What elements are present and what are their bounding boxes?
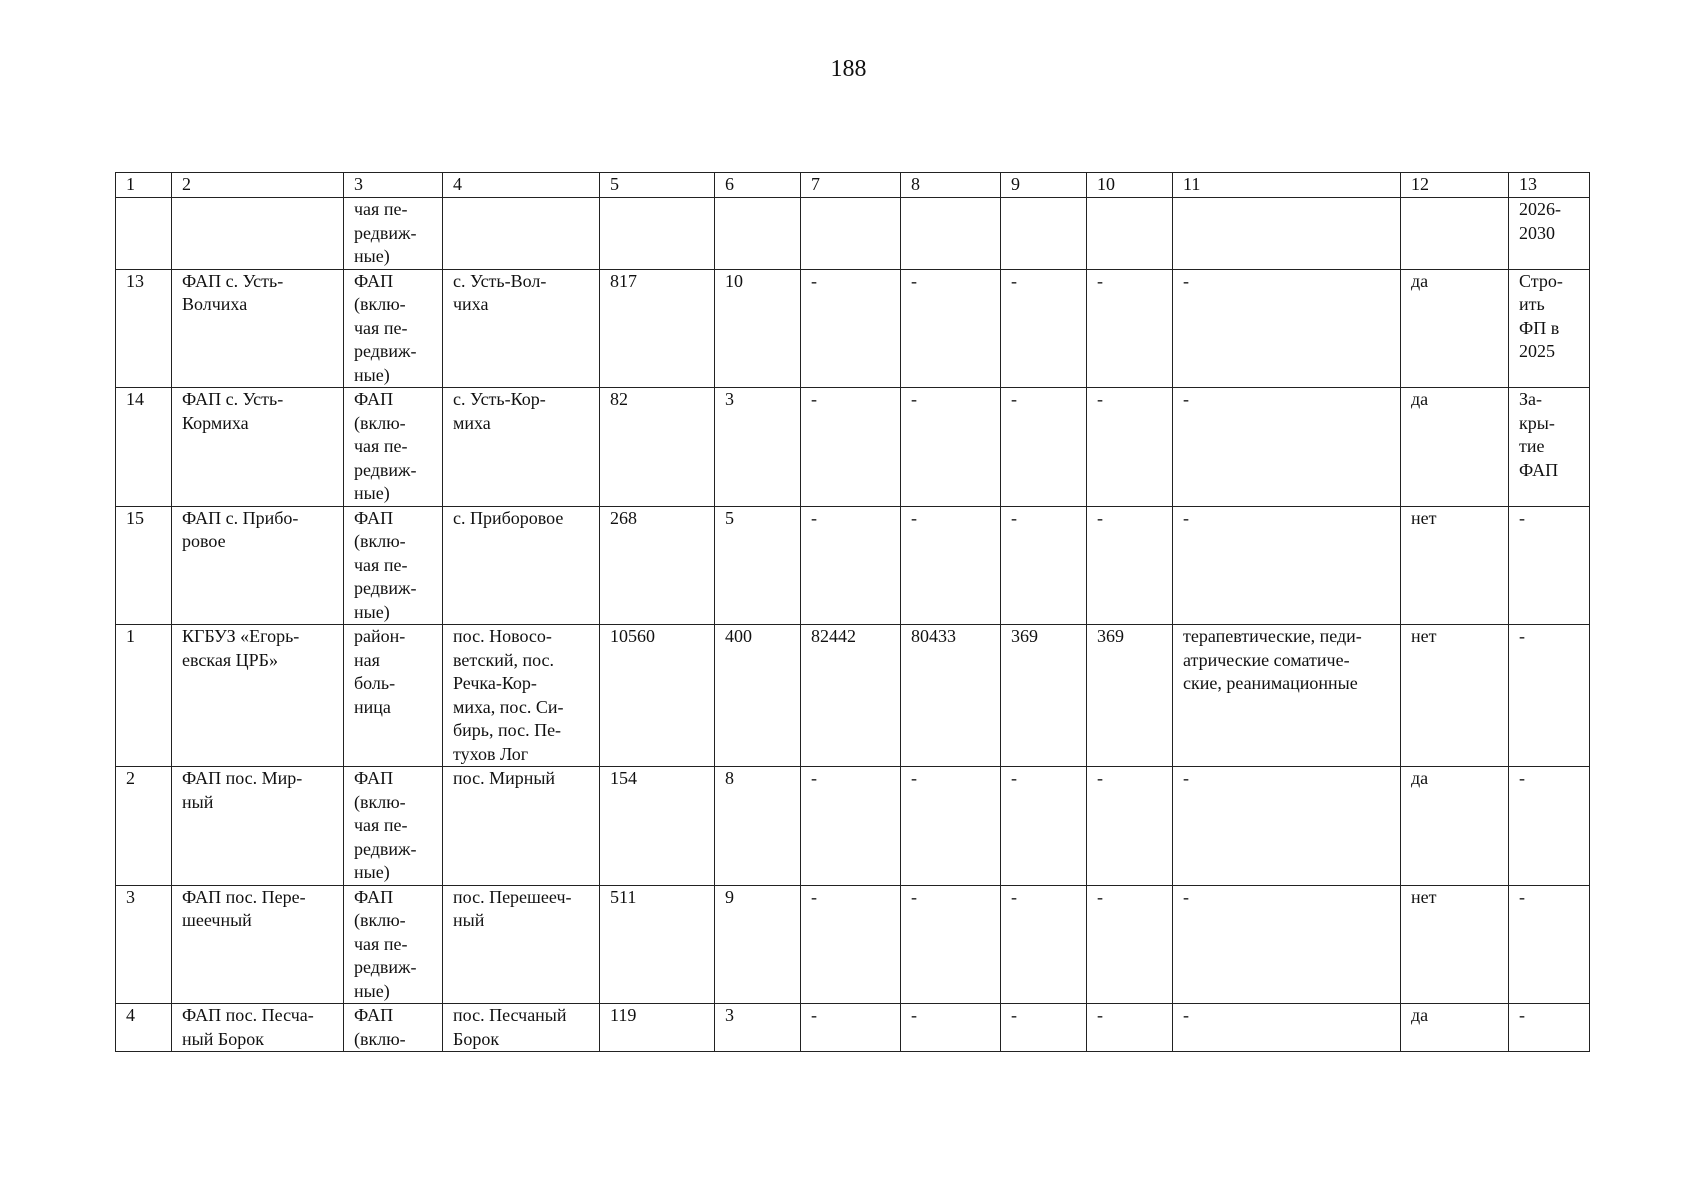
table-row [116, 625, 1590, 767]
table-cell: 80433 [901, 625, 1001, 767]
table-cell: 268 [600, 506, 715, 625]
table-cell: 2 [116, 767, 172, 886]
table-cell: чая пе- редвиж- ные) [344, 198, 443, 270]
table-cell [1087, 198, 1173, 270]
table-row [116, 198, 1590, 270]
page-number: 188 [830, 56, 867, 82]
table-cell: ФАП (вклю- [344, 1004, 443, 1052]
header-cell: 13 [1509, 173, 1590, 198]
table-cell: 14 [116, 388, 172, 507]
table-cell: 369 [1001, 625, 1087, 767]
table-cell: - [801, 269, 901, 388]
header-cell: 6 [715, 173, 801, 198]
table-cell: 9 [715, 885, 801, 1004]
header-cell: 4 [443, 173, 600, 198]
table-cell [715, 198, 801, 270]
table-header-row [116, 173, 1590, 198]
table-cell: с. Приборовое [443, 506, 600, 625]
table-cell: - [801, 388, 901, 507]
table-cell: - [1001, 767, 1087, 886]
table-row [116, 506, 1590, 625]
table-cell: - [1087, 767, 1173, 886]
header-cell: 1 [116, 173, 172, 198]
table-cell: 10560 [600, 625, 715, 767]
table-cell: да [1401, 388, 1509, 507]
data-table [115, 172, 1590, 1052]
table-row [116, 885, 1590, 1004]
header-cell: 3 [344, 173, 443, 198]
table-row [116, 269, 1590, 388]
table-cell: 1 [116, 625, 172, 767]
table-cell: - [1087, 1004, 1173, 1052]
table-cell: - [1087, 885, 1173, 1004]
table-cell: ФАП (вклю- чая пе- редвиж- ные) [344, 269, 443, 388]
table-cell: пос. Песчаный Борок [443, 1004, 600, 1052]
table-cell: - [1001, 269, 1087, 388]
table-cell: да [1401, 1004, 1509, 1052]
table-cell: нет [1401, 506, 1509, 625]
table-cell: ФАП (вклю- чая пе- редвиж- ные) [344, 767, 443, 886]
table-cell [801, 198, 901, 270]
table-cell: - [1087, 388, 1173, 507]
table-cell: - [1001, 1004, 1087, 1052]
table-cell: ФАП пос. Мир- ный [172, 767, 344, 886]
table-cell: - [1087, 506, 1173, 625]
table-cell: - [801, 767, 901, 886]
table-cell: с. Усть-Кор- миха [443, 388, 600, 507]
table-cell: - [1087, 269, 1173, 388]
table-cell: - [1509, 767, 1590, 886]
header-cell: 8 [901, 173, 1001, 198]
table-cell: пос. Мирный [443, 767, 600, 886]
table-cell: ФАП с. Усть- Волчиха [172, 269, 344, 388]
table-row [116, 1004, 1590, 1052]
table-cell: - [1173, 767, 1401, 886]
table-cell [172, 198, 344, 270]
table-cell: ФАП (вклю- чая пе- редвиж- ные) [344, 885, 443, 1004]
table-cell: 3 [715, 388, 801, 507]
table-cell [116, 198, 172, 270]
table-cell: терапевтические, педи- атрические соматиче- ские, реанимационные [1173, 625, 1401, 767]
table-cell: - [1173, 506, 1401, 625]
table-cell: район- ная боль- ница [344, 625, 443, 767]
table-cell: ФАП с. Прибо- ровое [172, 506, 344, 625]
table-cell: КГБУЗ «Егорь- евская ЦРБ» [172, 625, 344, 767]
table-cell: ФАП пос. Пере- шеечный [172, 885, 344, 1004]
table-cell: 154 [600, 767, 715, 886]
table-cell: 3 [116, 885, 172, 1004]
header-cell: 11 [1173, 173, 1401, 198]
table-cell: - [1509, 1004, 1590, 1052]
table-cell [443, 198, 600, 270]
table-cell: пос. Перешееч- ный [443, 885, 600, 1004]
table-cell: - [901, 388, 1001, 507]
table-cell: 82 [600, 388, 715, 507]
table-cell: ФАП пос. Песча- ный Борок [172, 1004, 344, 1052]
table-cell: 3 [715, 1004, 801, 1052]
table-cell: нет [1401, 625, 1509, 767]
table-row [116, 767, 1590, 886]
header-cell: 10 [1087, 173, 1173, 198]
table-cell: - [1173, 388, 1401, 507]
table-cell: 369 [1087, 625, 1173, 767]
header-cell: 2 [172, 173, 344, 198]
table-cell: - [1001, 388, 1087, 507]
table-cell: да [1401, 269, 1509, 388]
table-cell: 5 [715, 506, 801, 625]
table-cell: Стро- ить ФП в 2025 [1509, 269, 1590, 388]
table-cell: - [1173, 885, 1401, 1004]
table-row [116, 388, 1590, 507]
table-cell: нет [1401, 885, 1509, 1004]
header-cell: 9 [1001, 173, 1087, 198]
table-cell: - [1001, 885, 1087, 1004]
table-cell: 400 [715, 625, 801, 767]
table-cell: - [801, 1004, 901, 1052]
table-cell: За- кры- тие ФАП [1509, 388, 1590, 507]
table-cell [1173, 198, 1401, 270]
table-cell: ФАП (вклю- чая пе- редвиж- ные) [344, 506, 443, 625]
table-cell: ФАП с. Усть- Кормиха [172, 388, 344, 507]
table-cell: - [901, 506, 1001, 625]
table-cell: 10 [715, 269, 801, 388]
table-cell: - [801, 885, 901, 1004]
table-cell [1401, 198, 1509, 270]
table-cell: ФАП (вклю- чая пе- редвиж- ные) [344, 388, 443, 507]
header-cell: 12 [1401, 173, 1509, 198]
table-cell: - [901, 1004, 1001, 1052]
table-cell: пос. Новосо- ветский, пос. Речка-Кор- миха, пос. Си- бирь, пос. Пе- тухов Лог [443, 625, 600, 767]
table-cell: - [1509, 885, 1590, 1004]
table-cell: - [1173, 269, 1401, 388]
table-cell: - [901, 767, 1001, 886]
table-cell: 13 [116, 269, 172, 388]
table-cell: 511 [600, 885, 715, 1004]
table-cell: 817 [600, 269, 715, 388]
header-cell: 5 [600, 173, 715, 198]
table-cell: 15 [116, 506, 172, 625]
table-cell: - [1173, 1004, 1401, 1052]
table-cell [901, 198, 1001, 270]
table-cell: 8 [715, 767, 801, 886]
table-cell: 82442 [801, 625, 901, 767]
table-cell: с. Усть-Вол- чиха [443, 269, 600, 388]
table-cell: 4 [116, 1004, 172, 1052]
table-cell: 2026- 2030 [1509, 198, 1590, 270]
table-cell: - [901, 269, 1001, 388]
table-cell: - [1001, 506, 1087, 625]
header-cell: 7 [801, 173, 901, 198]
table-cell: - [1509, 625, 1590, 767]
table-cell [1001, 198, 1087, 270]
table-cell: да [1401, 767, 1509, 886]
table-cell: - [901, 885, 1001, 1004]
table-cell: - [801, 506, 901, 625]
table-cell: 119 [600, 1004, 715, 1052]
table-cell [600, 198, 715, 270]
table-cell: - [1509, 506, 1590, 625]
